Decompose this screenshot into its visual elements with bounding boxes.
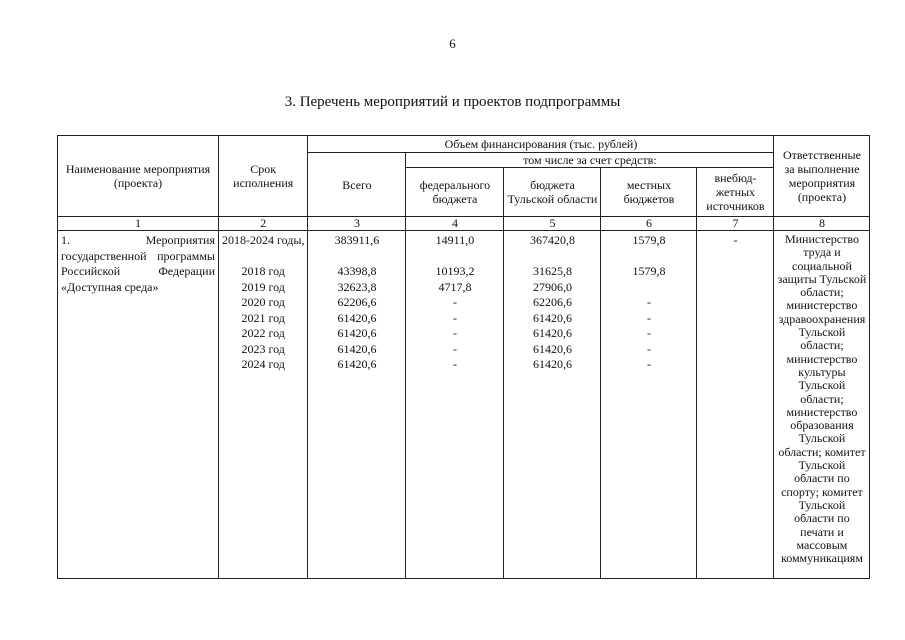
- header-federal: федерального бюджета: [406, 168, 504, 217]
- table-cell-line: 62206,6: [337, 295, 377, 309]
- table-cell-line: [700, 311, 770, 327]
- table-cell-line: 61420,6: [337, 357, 377, 371]
- activities-table: [57, 135, 870, 579]
- table-cell-line: [700, 264, 770, 280]
- table-cell-line: -: [452, 357, 457, 371]
- table-cell-line: 14911,0: [435, 233, 475, 247]
- table-cell-line: [700, 249, 770, 265]
- table-cell-line: 61420,6: [337, 341, 377, 356]
- table-cell-line: 43398,8: [337, 264, 377, 278]
- table-cell-line: -: [452, 326, 457, 340]
- table-cell-line: 2019 год: [241, 279, 285, 294]
- table-cell-line: 2024 год: [241, 357, 285, 371]
- col-number: 4: [406, 217, 504, 231]
- table-cell-line: 27906,0: [532, 279, 572, 294]
- col-number: 5: [504, 217, 601, 231]
- page-number: 6: [449, 36, 456, 51]
- header-responsible: Ответственные за выполнение мероприятия (проекта): [774, 136, 870, 217]
- table-cell-line: -: [452, 310, 457, 325]
- table-cell-line: 2020 год: [241, 295, 285, 309]
- local-list: [601, 231, 697, 579]
- table-cell-line: 2021 год: [241, 310, 285, 325]
- table-cell-line: [604, 249, 693, 265]
- section-title: 3. Перечень мероприятий и проектов подпрограммы: [284, 94, 621, 110]
- header-regional: бюджета Тульской области: [504, 168, 601, 217]
- table-cell-line: 2018-2024 годы,: [222, 233, 305, 247]
- regional-list: [504, 231, 601, 579]
- table-cell-line: 1579,8: [632, 264, 666, 278]
- table-cell-line: [222, 249, 304, 265]
- responsible-executors: Министерство труда и социальной защиты Тульской области; министерство здравоохранения Тульской области; министерство культуры Тульской области; министерство образования Тульской области; комитет Тульской области по спорту; комитет Тульской области по печати и массовым коммуникациям: [774, 231, 870, 579]
- table-cell-line: [409, 249, 500, 265]
- col-number: 7: [697, 217, 774, 231]
- table-cell-line: 367420,8: [529, 233, 575, 247]
- table-cell-line: [507, 249, 597, 265]
- table-cell-line: [700, 342, 770, 358]
- header-name: Наименование мероприятия (проекта): [58, 136, 219, 217]
- table-cell-line: -: [733, 233, 738, 247]
- total-list: [308, 231, 406, 579]
- header-local: местных бюджетов: [601, 168, 697, 217]
- table-cell-line: 61420,6: [532, 341, 572, 356]
- table-cell-line: -: [646, 341, 651, 356]
- table-cell-line: 61420,6: [532, 357, 572, 371]
- header-extra: внебюд-жетных источников: [697, 168, 774, 217]
- header-period: Срок исполнения: [219, 136, 308, 217]
- federal-list: [406, 231, 504, 579]
- col-number: 2: [219, 217, 308, 231]
- col-number: 1: [58, 217, 219, 231]
- table-cell-line: 61420,6: [337, 326, 377, 340]
- table-cell-line: -: [646, 357, 651, 371]
- table-cell-line: [311, 249, 402, 265]
- table-cell-line: [700, 295, 770, 311]
- table-cell-line: 32623,8: [337, 279, 377, 294]
- table-cell-line: 2023 год: [241, 341, 285, 356]
- table-cell-line: 10193,2: [435, 264, 475, 278]
- activity-name: 1. Мероприятия государственной программы Российской Федерации «Доступная среда»: [58, 231, 219, 579]
- header-financing: Объем финансирования (тыс. рублей): [308, 136, 774, 153]
- table-cell-line: 383911,6: [334, 233, 380, 247]
- table-cell-line: [700, 326, 770, 342]
- table-cell-line: 61420,6: [532, 326, 572, 340]
- table-cell-line: 2018 год: [241, 264, 285, 278]
- header-total: Всего: [308, 153, 406, 217]
- table-cell-line: -: [646, 326, 651, 340]
- table-cell-line: 31625,8: [532, 264, 572, 278]
- header-including: том числе за счет средств:: [406, 153, 774, 168]
- col-number: 3: [308, 217, 406, 231]
- table-cell-line: -: [646, 310, 651, 325]
- col-number: 6: [601, 217, 697, 231]
- table-cell-line: 1579,8: [632, 233, 666, 247]
- table-cell-line: 62206,6: [532, 295, 572, 309]
- period-list: [219, 231, 308, 579]
- table-cell-line: 4717,8: [438, 279, 472, 294]
- table-cell-line: 61420,6: [337, 310, 377, 325]
- table-cell-line: [700, 357, 770, 373]
- table-cell-line: -: [452, 295, 457, 309]
- table-cell-line: [604, 280, 693, 296]
- table-cell-line: -: [646, 295, 651, 309]
- table-cell-line: -: [452, 341, 457, 356]
- table-cell-line: 2022 год: [241, 326, 285, 340]
- extra-list: [697, 231, 774, 579]
- table-cell-line: [700, 280, 770, 296]
- table-cell-line: 61420,6: [532, 310, 572, 325]
- col-number: 8: [774, 217, 870, 231]
